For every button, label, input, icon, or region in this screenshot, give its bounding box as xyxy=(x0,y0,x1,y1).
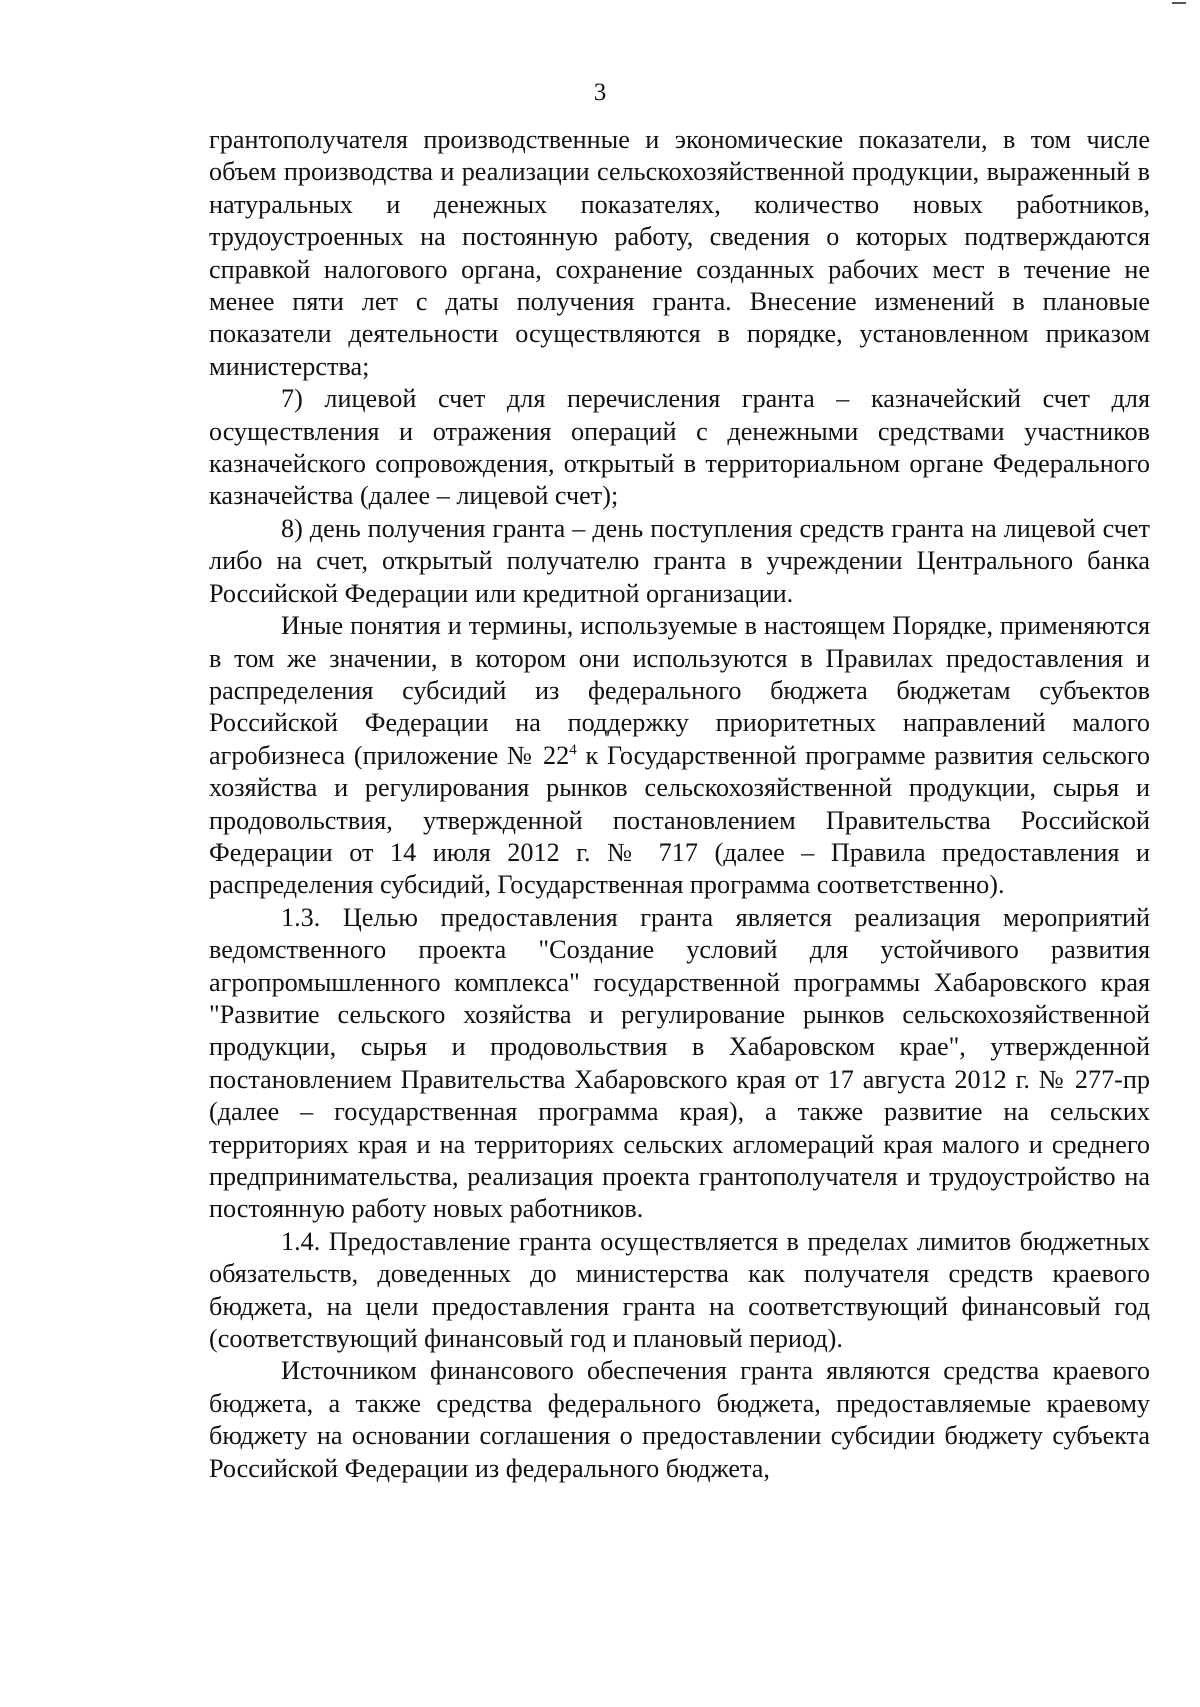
paragraph-1-4: 1.4. Предоставление гранта осуществляется в пределах лимитов бюджетных обязательств, доведенных до министерства как получателя средств краевого бюджета, на цели предоставления гранта на соответствующий финансовый год (соответствующий финансовый год и плановый период). xyxy=(209,1226,1150,1354)
appendix-superscript: 4 xyxy=(569,741,577,758)
terms-text-before: Иные понятия и термины, используемые в настоящем Порядке, применяются в том же значении, в котором они используются в Правилах предоставления и распределения субсидий из федерального бюджета бюджетам субъектов Российской Федерации на поддержку приоритетных направлений малого агробизнеса (приложение № 22 xyxy=(209,611,1150,770)
scan-mark xyxy=(1172,2,1186,4)
paragraph-1: грантополучателя производственные и экономические показатели, в том числе объем производства и реализации сельскохозяйственной продукции, выраженный в натуральных и денежных показателях, количество новых работников, трудоустроенных на постоянную работу, сведения о которых подтверждаются справкой налогового органа, сохранение созданных рабочих мест в течение не менее пяти лет с даты получения гранта. Внесение изменений в плановые показатели деятельности осуществляются в порядке, установленном приказом министерства; xyxy=(209,125,1150,381)
page-number: 3 xyxy=(593,79,607,106)
document-body xyxy=(209,124,1150,1485)
paragraph-terms xyxy=(209,610,1150,902)
paragraph-1-3: 1.3. Целью предоставления гранта является реализация мероприятий ведомственного проекта "Создание условий для устойчивого развития агропромышленного комплекса" государственной программы Хабаровского края "Развитие сельского хозяйства и регулирование рынков сельскохозяйственной продукции, сырья и продовольствия в Хабаровском крае", утвержденной постановлением Правительства Хабаровского края от 17 августа 2012 г. № 277-пр (далее – государственная программа края), а также развитие на сельских территориях края и на территориях сельских агломераций края малого и среднего предпринимательства, реализация проекта грантополучателя и трудоустройство на постоянную работу новых работников. xyxy=(209,902,1150,1224)
paragraph-funding-source: Источником финансового обеспечения гранта являются средства краевого бюджета, а также средства федерального бюджета, предоставляемые краевому бюджету на основании соглашения о предоставлении субсидии бюджету субъекта Российской Федерации из федерального бюджета, xyxy=(209,1356,1150,1483)
terms-text-after: к Государственной программе развития сельского хозяйства и регулирования рынков сельскохозяйственной продукции, сырья и продовольствия, утвержденной постановлением Правительства Российской Федерации от 14 июля 2012 г. № 717 (далее – Правила предоставления и распределения субсидий, Государственная программа соответственно). xyxy=(209,740,1150,900)
paragraph-item-8: 8) день получения гранта – день поступления средств гранта на лицевой счет либо на счет, открытый получателю гранта в учреждении Центрального банка Российской Федерации или кредитной организации. xyxy=(209,513,1150,608)
paragraph-item-7: 7) лицевой счет для перечисления гранта – казначейский счет для осуществления и отражения операций с денежными средствами участников казначейского сопровождения, открытый в территориальном органе Федерального казначейства (далее – лицевой счет); xyxy=(209,384,1150,511)
